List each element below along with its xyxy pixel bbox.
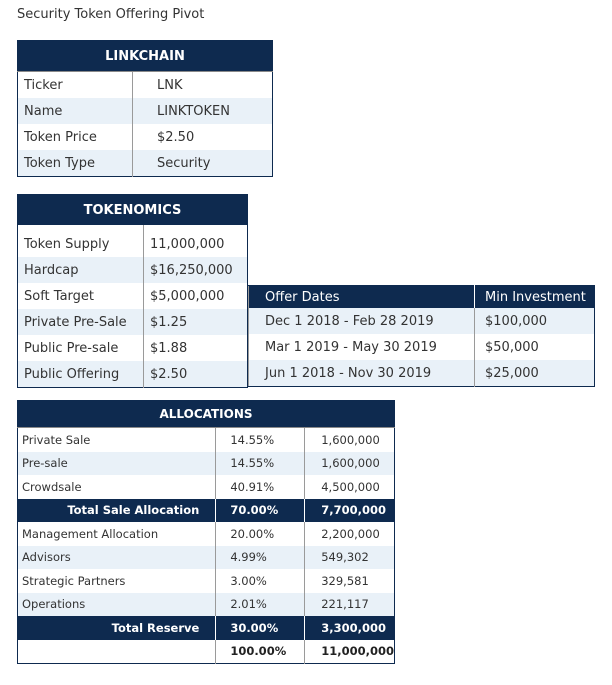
table-row (18, 283, 248, 309)
alloc-label: Total Sale Allocation (18, 499, 216, 523)
table-header-row (249, 286, 595, 309)
alloc-label (18, 640, 216, 664)
row-label: Hardcap (18, 257, 144, 283)
table-row (18, 546, 395, 570)
grand-total-row (18, 640, 395, 664)
alloc-pct: 30.00% (216, 616, 305, 640)
alloc-label: Operations (18, 593, 216, 617)
alloc-amount: 329,581 (321, 573, 369, 588)
alloc-pct: 100.00% (216, 640, 305, 664)
tokenomics-header: TOKENOMICS (83, 202, 182, 218)
alloc-pct: 20.00% (216, 522, 305, 546)
table-row (249, 308, 595, 334)
alloc-label: Strategic Partners (18, 569, 216, 593)
col-header-offer-dates: Offer Dates (249, 286, 475, 309)
table-row (249, 334, 595, 360)
row-label: Name (18, 98, 133, 124)
table-row (249, 360, 595, 387)
row-value: Security (157, 155, 211, 171)
row-value: 11,000,000 (150, 236, 225, 252)
row-value: $1.88 (150, 340, 188, 356)
alloc-label: Pre-sale (18, 452, 216, 476)
row-value: LINKTOKEN (157, 103, 230, 119)
row-label: Private Pre-Sale (18, 309, 144, 335)
min-investment: $25,000 (485, 365, 539, 381)
offer-dates: Jun 1 2018 - Nov 30 2019 (249, 360, 475, 387)
alloc-amount: 1,600,000 (321, 432, 380, 447)
alloc-label: Private Sale (18, 428, 216, 452)
table-row (18, 231, 248, 257)
total-row (18, 616, 395, 640)
row-label: Token Supply (18, 231, 144, 257)
table-row (18, 124, 273, 150)
min-investment: $50,000 (485, 339, 539, 355)
table-row (18, 361, 248, 388)
alloc-amount: 549,302 (321, 550, 369, 565)
alloc-amount: 1,600,000 (321, 456, 380, 471)
row-label: Token Type (18, 150, 133, 177)
allocations-header: ALLOCATIONS (18, 401, 395, 428)
row-label: Public Pre-sale (18, 335, 144, 361)
row-label: Ticker (18, 72, 133, 99)
alloc-pct: 70.00% (216, 499, 305, 523)
alloc-amount: 11,000,000 (321, 644, 394, 659)
row-value: $2.50 (157, 129, 195, 145)
row-label: Soft Target (18, 283, 144, 309)
alloc-pct: 4.99% (216, 546, 305, 570)
allocations-table (17, 400, 395, 664)
min-investment: $100,000 (485, 313, 548, 329)
row-value: $1.25 (150, 314, 188, 330)
alloc-label: Advisors (18, 546, 216, 570)
row-label: Token Price (18, 124, 133, 150)
table-row (18, 257, 248, 283)
table-row (18, 593, 395, 617)
row-value: $16,250,000 (150, 262, 233, 278)
alloc-pct: 2.01% (216, 593, 305, 617)
table-row (18, 309, 248, 335)
linkchain-header: LINKCHAIN (18, 41, 273, 72)
alloc-amount: 221,117 (321, 597, 369, 612)
alloc-amount: 2,200,000 (321, 526, 380, 541)
alloc-amount: 4,500,000 (321, 479, 380, 494)
table-row (18, 428, 395, 452)
alloc-pct: 40.91% (216, 475, 305, 499)
table-row (18, 150, 273, 177)
row-value: LNK (157, 77, 183, 93)
table-row (18, 452, 395, 476)
page-title: Security Token Offering Pivot (17, 7, 205, 22)
row-value: $2.50 (150, 366, 188, 382)
table-row (18, 522, 395, 546)
table-row (18, 335, 248, 361)
row-label: Public Offering (18, 361, 144, 388)
alloc-label: Crowdsale (18, 475, 216, 499)
table-row (18, 98, 273, 124)
offer-dates: Mar 1 2019 - May 30 2019 (249, 334, 475, 360)
linkchain-table (17, 40, 273, 177)
alloc-amount: 7,700,000 (305, 499, 395, 523)
alloc-label: Total Reserve (18, 616, 216, 640)
offer-table (248, 285, 595, 387)
alloc-pct: 14.55% (216, 428, 305, 452)
col-header-min-investment: Min Investment (475, 286, 595, 309)
total-row (18, 499, 395, 523)
table-row (18, 72, 273, 99)
offer-dates: Dec 1 2018 - Feb 28 2019 (249, 308, 475, 334)
tokenomics-table (17, 194, 248, 388)
row-value: $5,000,000 (150, 288, 225, 304)
alloc-amount: 3,300,000 (305, 616, 395, 640)
table-row (18, 475, 395, 499)
table-row (18, 569, 395, 593)
alloc-pct: 14.55% (216, 452, 305, 476)
alloc-label: Management Allocation (18, 522, 216, 546)
alloc-pct: 3.00% (216, 569, 305, 593)
